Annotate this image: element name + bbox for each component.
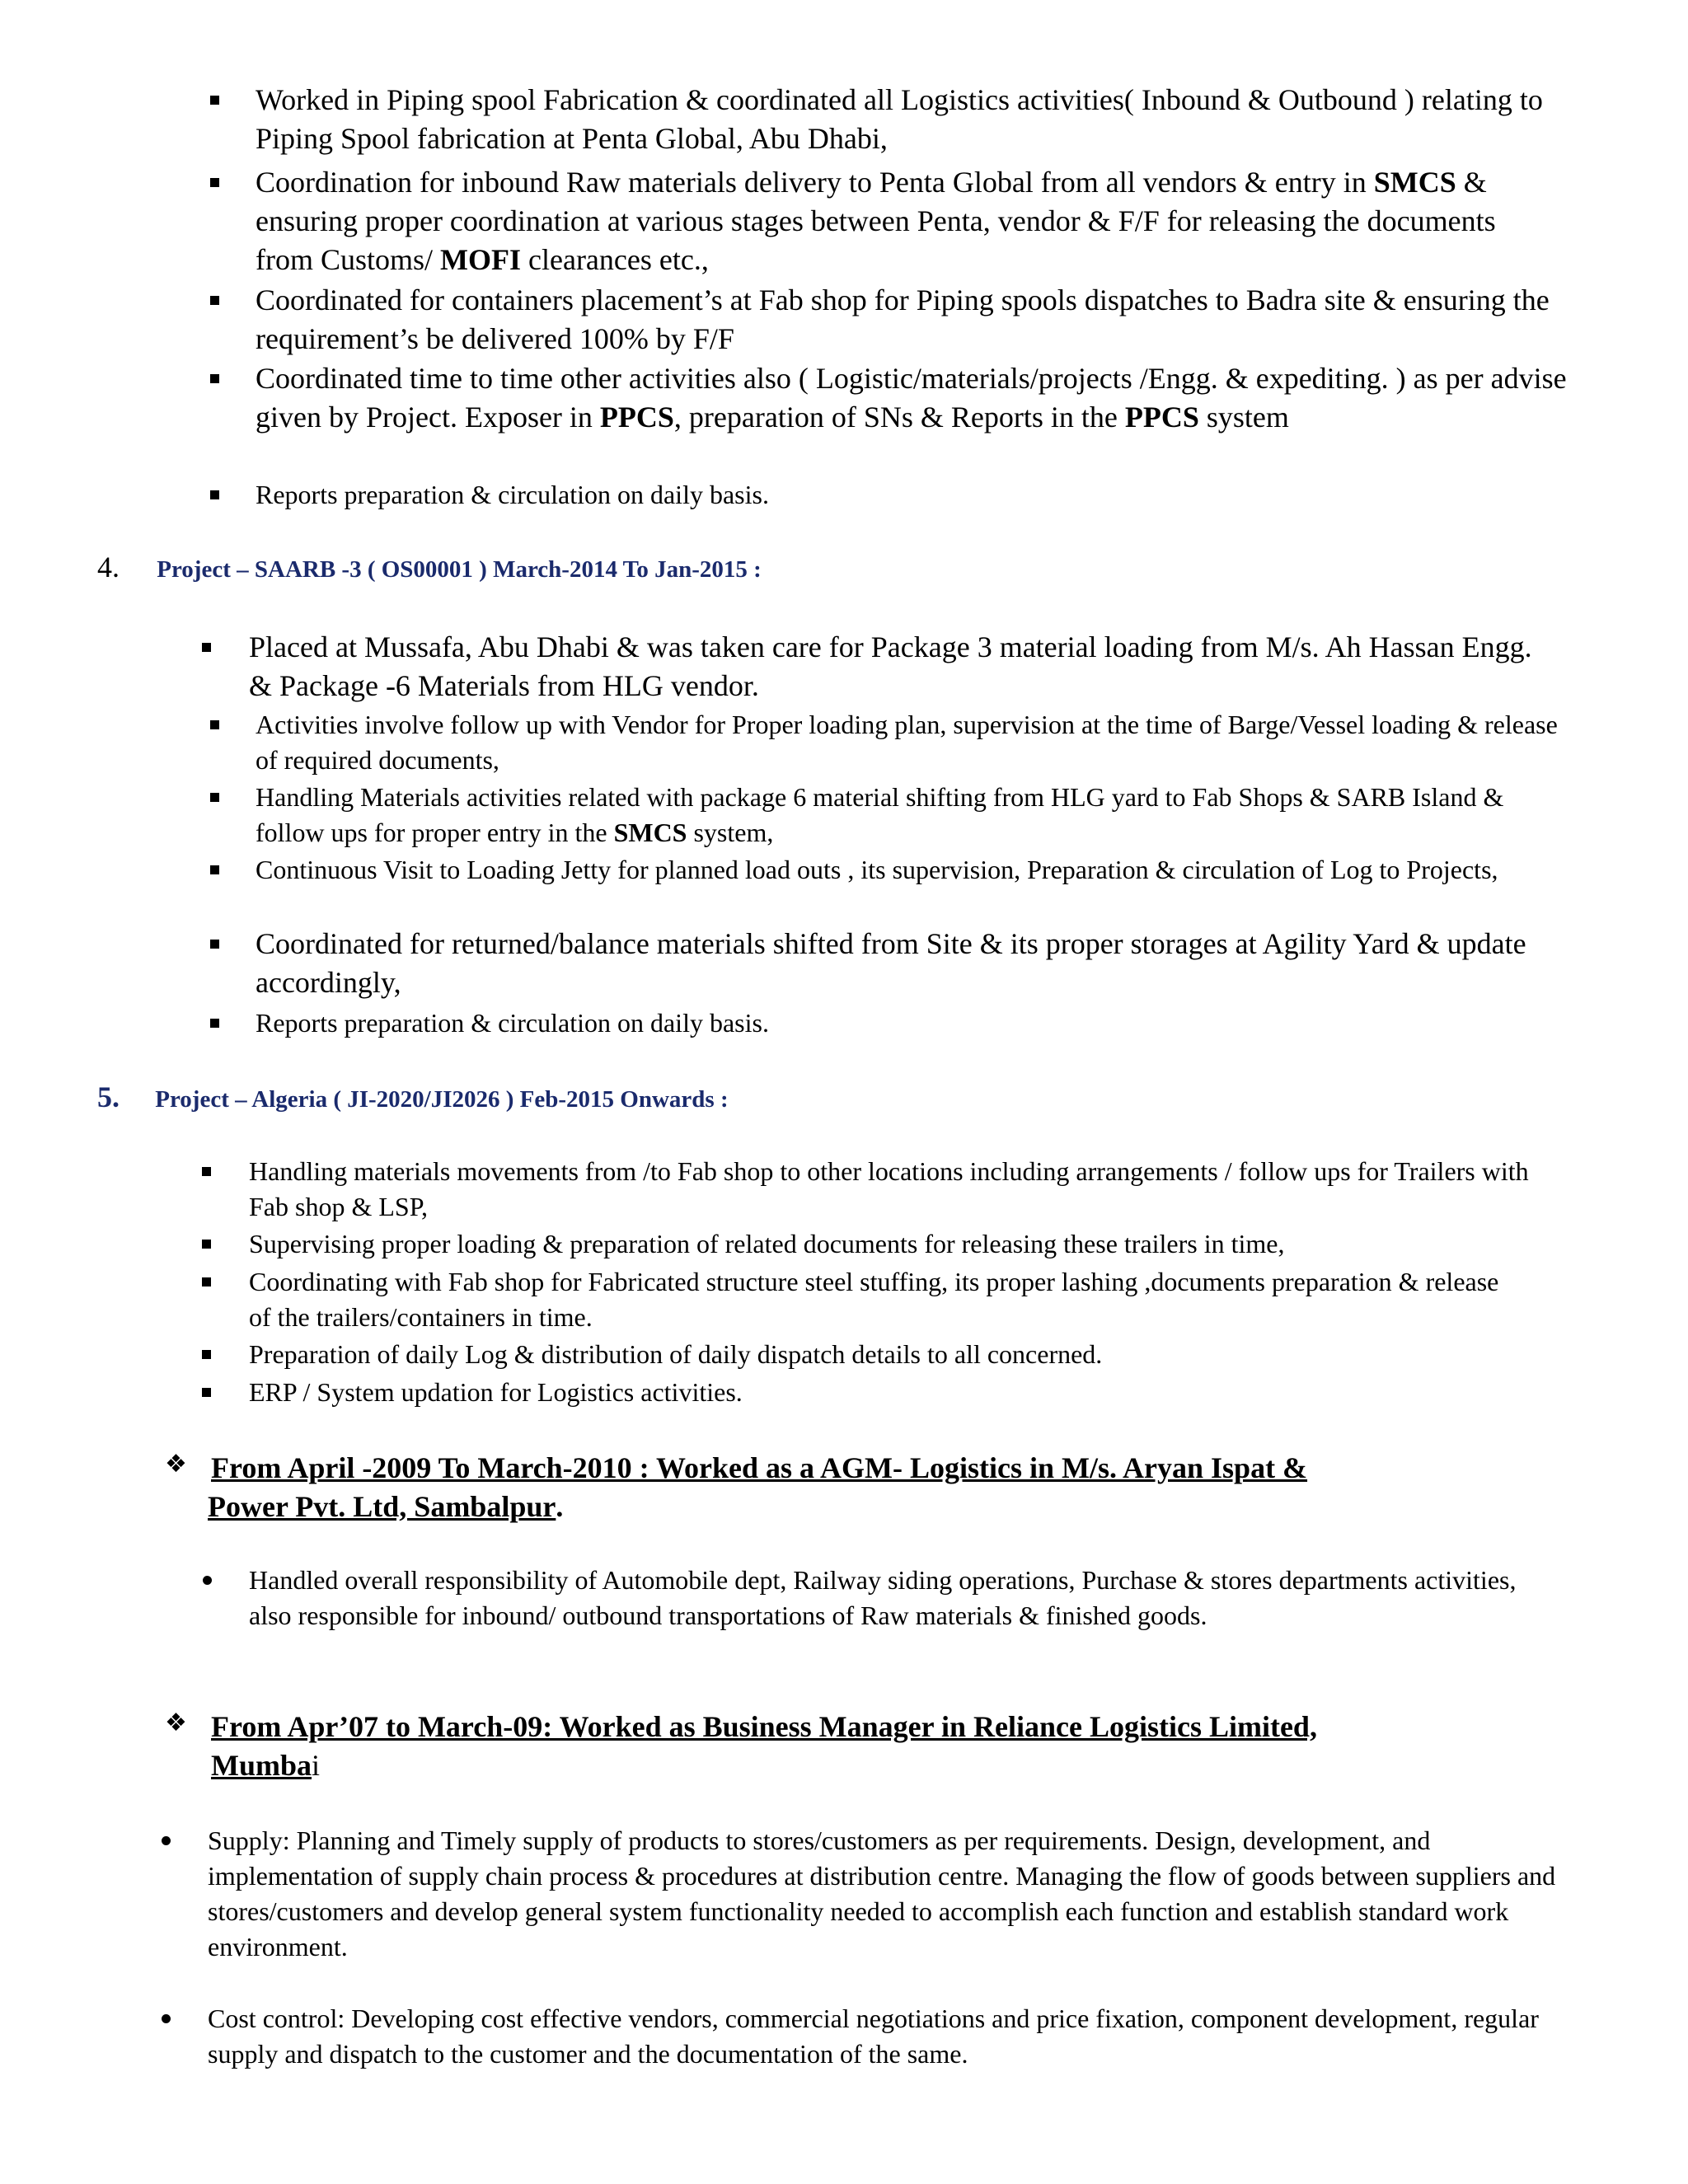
text-run: system [1198, 401, 1289, 434]
square-bullet-icon [210, 490, 219, 499]
bold-term: SMCS [613, 818, 687, 847]
bold-term: PPCS [1124, 401, 1199, 434]
square-bullet-icon [202, 1388, 211, 1397]
list-item [249, 1154, 1551, 1225]
text-run: Worked in Piping spool Fabrication & coordinated all Logistics activities( Inbound & Outbound ) relating to Piping Spool fabrication at Penta Global, Abu Dhabi, [256, 83, 1543, 155]
text-run: Cost control: Developing cost effective vendors, commercial negotiations and price fixation, component development, regular supply and dispatch to the customer and the documentation of the same. [208, 2004, 1539, 2069]
list-item-text [256, 281, 1558, 359]
text-run: & ensuring proper coordination at various stages between Penta, vendor & F/F for releasing the documents from Customs/ [256, 166, 1496, 276]
square-bullet-icon [210, 865, 219, 874]
list-item [249, 1375, 1551, 1410]
list-item-text [256, 477, 1558, 513]
round-bullet-icon [162, 2014, 171, 2023]
list-item-text [256, 1005, 1558, 1041]
aryan-heading-line-2 [208, 1488, 563, 1526]
text-run: Reports preparation & circulation on daily basis. [256, 480, 769, 509]
list-item [256, 780, 1558, 851]
list-item [256, 925, 1591, 1002]
list-item [256, 852, 1574, 888]
text-run: Preparation of daily Log & distribution of daily dispatch details to all concerned. [249, 1339, 1103, 1369]
list-item [249, 628, 1551, 705]
aryan-heading-text-2: Power Pvt. Ltd, Sambalpur [208, 1490, 556, 1523]
list-item-text [256, 81, 1558, 158]
aryan-heading-text-1: From April -2009 To March-2010 : Worked as a AGM- Logistics in M/s. Aryan Ispat & [211, 1451, 1308, 1484]
text-run: Coordinated time to time other activities also ( Logistic/materials/projects /Engg. & expediting. ) as per advise given by Project. Exposer in [256, 362, 1567, 434]
text-run: Supply: Planning and Timely supply of products to stores/customers as per requirements. Design, development, and implementation of supply chain process & procedures at distribution centre. Managing the flow of goods between suppliers and stores/customers and develop general system functionality needed to accomplish each function and establish standard work environment. [208, 1825, 1556, 1961]
list-item-text [249, 1154, 1551, 1225]
list-item-text [256, 852, 1574, 888]
square-bullet-icon [210, 374, 219, 383]
list-item-text [249, 628, 1551, 705]
list-item-text [249, 1563, 1551, 1633]
diamond-bullet-icon: ❖ [165, 1708, 187, 1737]
list-item [256, 163, 1558, 279]
text-run: clearances etc., [521, 243, 709, 276]
text-run: Supervising proper loading & preparation of related documents for releasing these trailers in time, [249, 1229, 1285, 1258]
list-item [249, 1337, 1551, 1372]
list-item [256, 359, 1574, 437]
project-number: 4. [97, 551, 120, 583]
list-item-text [249, 1337, 1551, 1372]
aryan-heading-line-1 [211, 1449, 1307, 1488]
text-run: Placed at Mussafa, Abu Dhabi & was taken care for Package 3 material loading from M/s. Ah Hassan Engg. & Package -6 Materials from HLG vendor. [249, 630, 1532, 702]
text-run: Coordinated for returned/balance materials shifted from Site & its proper storages at Agility Yard & update accordingly, [256, 927, 1526, 999]
text-run: Coordinating with Fab shop for Fabricated structure steel stuffing, its proper lashing ,documents preparation & release of the trailers/containers in time. [249, 1267, 1499, 1332]
square-bullet-icon [210, 296, 219, 305]
list-item [249, 1563, 1551, 1633]
bold-term: SMCS [1373, 166, 1456, 199]
bold-term: PPCS [599, 401, 674, 434]
text-run: Handling materials movements from /to Fab shop to other locations including arrangements / follow ups for Trailers with Fab shop & LSP, [249, 1156, 1529, 1221]
list-item-text [249, 1226, 1568, 1262]
list-item-text [208, 2001, 1576, 2072]
reliance-heading-line-1 [211, 1708, 1317, 1746]
square-bullet-icon [210, 96, 219, 105]
diamond-bullet-icon: ❖ [165, 1450, 187, 1479]
list-item-text [256, 780, 1558, 851]
project-title: Project – SAARB -3 ( OS00001 ) March-2014 To Jan-2015 : [157, 556, 762, 583]
list-item [256, 477, 1558, 513]
reliance-heading-text-2: Mumba [211, 1749, 312, 1782]
text-run: Reports preparation & circulation on daily basis. [256, 1008, 769, 1038]
square-bullet-icon [210, 940, 219, 949]
list-item-text [208, 1823, 1576, 1965]
aryan-heading-tail: . [556, 1490, 564, 1523]
list-item-text [256, 925, 1591, 1002]
square-bullet-icon [210, 178, 219, 187]
round-bullet-icon [203, 1576, 212, 1585]
text-run: Continuous Visit to Loading Jetty for planned load outs , its supervision, Preparation & circulation of Log to Projects, [256, 855, 1498, 884]
square-bullet-icon [210, 793, 219, 802]
list-item-text [249, 1264, 1510, 1335]
list-item [208, 1823, 1576, 1965]
project-5-heading [97, 1080, 729, 1116]
reliance-heading-tail: i [312, 1749, 321, 1782]
square-bullet-icon [202, 1277, 211, 1286]
text-run: Handling Materials activities related with package 6 material shifting from HLG yard to Fab Shops & SARB Island & follow ups for proper entry in the [256, 782, 1504, 847]
square-bullet-icon [202, 1167, 211, 1176]
square-bullet-icon [202, 1350, 211, 1359]
text-run: Coordinated for containers placement’s at Fab shop for Piping spools dispatches to Badra site & ensuring the requirement’s be delivered 100% by F/F [256, 284, 1550, 355]
text-run: Coordination for inbound Raw materials delivery to Penta Global from all vendors & entry in [256, 166, 1374, 199]
list-item-text [256, 359, 1574, 437]
list-item-text [249, 1375, 1551, 1410]
bold-term: MOFI [440, 243, 521, 276]
list-item [249, 1226, 1568, 1262]
text-run: system, [687, 818, 774, 847]
list-item [256, 281, 1558, 359]
square-bullet-icon [202, 1240, 211, 1249]
project-number: 5. [97, 1080, 120, 1113]
text-run: Handled overall responsibility of Automobile dept, Railway siding operations, Purchase & stores departments activities, also responsible for inbound/ outbound transportations of Raw materials & finished goods. [249, 1565, 1517, 1630]
text-run: ERP / System updation for Logistics activities. [249, 1377, 743, 1407]
list-item [256, 81, 1558, 158]
square-bullet-icon [210, 720, 219, 729]
text-run: Activities involve follow up with Vendor for Proper loading plan, supervision at the time of Barge/Vessel loading & release of required documents, [256, 710, 1558, 775]
list-item-text [256, 163, 1558, 279]
project-4-heading [97, 551, 762, 586]
list-item [256, 1005, 1558, 1041]
round-bullet-icon [162, 1836, 171, 1845]
project-title: Project – Algeria ( JI-2020/JI2026 ) Feb-2015 Onwards : [155, 1086, 729, 1113]
text-run: , preparation of SNs & Reports in the [673, 401, 1125, 434]
list-item [249, 1264, 1510, 1335]
list-item-text [256, 707, 1558, 778]
reliance-heading-text-1: From Apr’07 to March-09: Worked as Business Manager in Reliance Logistics Limited, [211, 1710, 1317, 1743]
square-bullet-icon [202, 643, 211, 652]
list-item [208, 2001, 1576, 2072]
list-item [256, 707, 1558, 778]
reliance-heading-line-2 [211, 1746, 320, 1785]
square-bullet-icon [210, 1019, 219, 1028]
